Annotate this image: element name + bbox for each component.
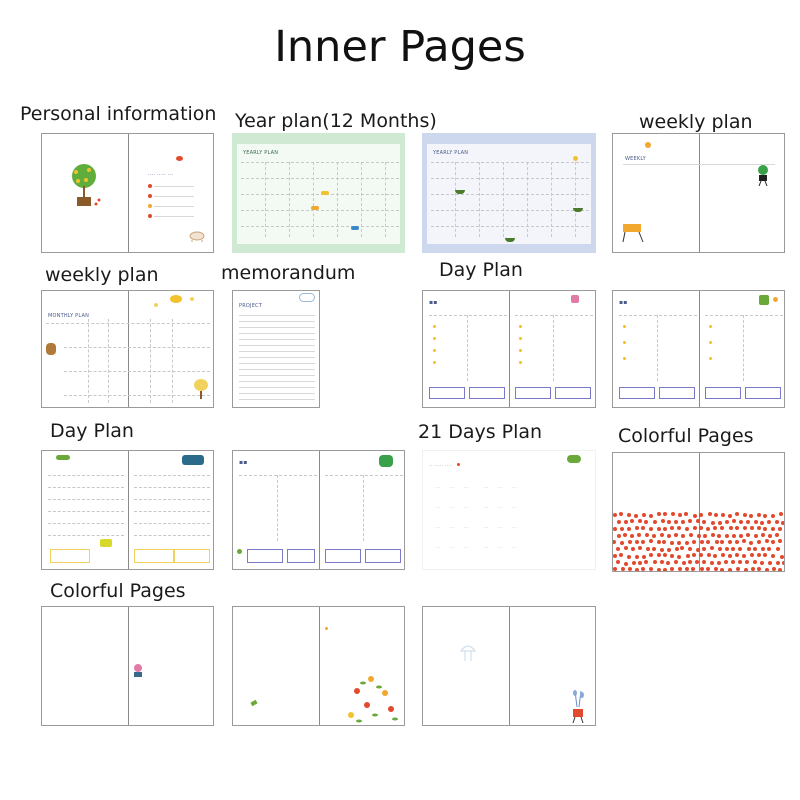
polka-dot <box>681 520 685 524</box>
polka-dot <box>761 547 765 551</box>
chair-icon <box>621 222 647 244</box>
polka-dot <box>670 526 674 530</box>
polka-dot <box>660 533 664 537</box>
polka-dot <box>702 520 706 524</box>
year-plan-spread-green <box>232 133 405 253</box>
polka-dot <box>713 526 717 530</box>
polka-dot <box>757 513 761 517</box>
polka-dot <box>685 527 689 531</box>
polka-dot <box>674 533 678 537</box>
polka-dot <box>619 512 623 516</box>
polka-dot <box>749 514 753 518</box>
polka-dot <box>663 553 667 557</box>
animal-icon <box>100 539 112 547</box>
polka-dot <box>634 514 638 518</box>
label-memorandum: memorandum <box>221 262 356 284</box>
polka-dot <box>692 540 696 544</box>
polka-dot <box>761 533 765 537</box>
weekly-plan-small-heading: WEEKLY <box>625 156 646 162</box>
polka-dot <box>657 568 661 572</box>
animal-icon <box>188 228 206 242</box>
polka-dot <box>744 568 748 572</box>
label-day-plan-1: Day Plan <box>439 259 523 281</box>
polka-dot <box>750 526 754 530</box>
polka-dot <box>732 519 736 523</box>
polka-dot <box>721 553 725 557</box>
polka-dot <box>616 560 620 564</box>
fish-icon <box>351 226 359 230</box>
polka-dot <box>771 540 775 544</box>
polka-dot <box>649 527 653 531</box>
polka-dot <box>778 527 782 531</box>
polka-dot <box>763 527 767 531</box>
polka-dot <box>718 521 722 525</box>
polka-dot <box>613 567 617 571</box>
polka-dot <box>635 568 639 572</box>
polka-dot <box>728 514 732 518</box>
polka-dot <box>776 561 780 565</box>
year-plan-spread-blue <box>422 133 596 253</box>
sun-icon <box>573 156 578 161</box>
polka-dot <box>684 512 688 516</box>
polka-dot <box>710 561 714 565</box>
polka-dot <box>699 513 703 517</box>
polka-dot <box>627 555 631 559</box>
polka-dot <box>649 514 653 518</box>
polka-dot <box>688 547 692 551</box>
polka-dot <box>725 547 729 551</box>
caterpillar-icon <box>56 455 70 460</box>
polka-dot <box>711 521 715 525</box>
polka-dot <box>670 567 674 571</box>
polka-dot <box>637 533 641 537</box>
polka-dot <box>728 540 732 544</box>
polka-dot <box>645 533 649 537</box>
polka-dot <box>746 520 750 524</box>
polka-dot <box>771 554 775 558</box>
polka-dot <box>691 567 695 571</box>
fish-icon <box>321 191 329 195</box>
label-colorful-pages-1: Colorful Pages <box>618 425 754 447</box>
polka-dot <box>754 534 758 538</box>
polka-dot <box>630 519 634 523</box>
polka-dot <box>682 561 686 565</box>
polka-dot <box>649 553 653 557</box>
polka-dot <box>675 547 679 551</box>
polka-dot <box>715 540 719 544</box>
leaf-icon <box>567 455 581 463</box>
polka-dot <box>725 520 729 524</box>
leaf-flower-cluster-icon <box>345 671 403 725</box>
polka-dot <box>660 560 664 564</box>
polka-dot <box>735 540 739 544</box>
polka-dot <box>635 526 639 530</box>
polka-dot <box>674 560 678 564</box>
polka-dot <box>689 533 693 537</box>
label-year-plan: Year plan(12 Months) <box>235 110 437 132</box>
polka-dot <box>631 547 635 551</box>
polka-dot <box>693 514 697 518</box>
polka-dot <box>750 553 754 557</box>
polka-dot <box>732 534 736 538</box>
polka-dot <box>663 527 667 531</box>
polka-dot <box>781 521 785 525</box>
polka-dot <box>725 534 729 538</box>
polka-dot <box>776 547 780 551</box>
bird-icon <box>182 455 204 465</box>
colorful-pages-polka-spread <box>612 452 785 572</box>
polka-dot <box>692 553 696 557</box>
cactus-icon <box>759 295 769 305</box>
polka-dot <box>738 547 742 551</box>
polka-dot <box>728 554 732 558</box>
polka-dot <box>703 534 707 538</box>
polka-dot <box>657 540 661 544</box>
polka-dot <box>735 526 739 530</box>
polka-dot <box>702 560 706 564</box>
polka-dot <box>746 533 750 537</box>
polka-dot <box>706 567 710 571</box>
polka-dot <box>757 540 761 544</box>
polka-dot <box>780 555 784 559</box>
owl-icon <box>46 343 56 355</box>
polka-dot <box>621 567 625 571</box>
flower-icon <box>571 295 579 303</box>
label-colorful-pages-2: Colorful Pages <box>50 580 186 602</box>
day-plan-spread-2: ▪▪ <box>612 290 785 408</box>
polka-dot <box>754 520 758 524</box>
polka-dot <box>677 541 681 545</box>
polka-dot <box>706 540 710 544</box>
jellyfish-icon <box>459 643 477 663</box>
polka-dot <box>649 567 653 571</box>
weekly-plan-spread-2 <box>41 290 214 408</box>
polka-dot <box>667 548 671 552</box>
polka-dot <box>663 568 667 572</box>
polka-dot <box>760 561 764 565</box>
polka-dot <box>699 553 703 557</box>
polka-dot <box>678 567 682 571</box>
polka-dot <box>685 541 689 545</box>
polka-dot <box>638 546 642 550</box>
polka-dot <box>617 520 621 524</box>
polka-dot <box>724 560 728 564</box>
polka-dot <box>745 560 749 564</box>
polka-dot <box>742 554 746 558</box>
polka-dot <box>757 526 761 530</box>
polka-dot <box>720 568 724 572</box>
polka-dot <box>711 533 715 537</box>
polka-dot <box>660 548 664 552</box>
polka-dot <box>677 526 681 530</box>
polka-dot <box>782 561 785 565</box>
polka-dot <box>632 561 636 565</box>
personal-info-heading: ···· ····· ··· <box>148 172 174 178</box>
polka-dot <box>613 527 617 531</box>
monthly-plan-heading: MONTHLY PLAN <box>48 313 90 319</box>
polka-dot <box>736 567 740 571</box>
polka-dot <box>751 567 755 571</box>
polka-dot <box>714 513 718 517</box>
polka-dot <box>778 568 782 572</box>
fish-icon <box>311 206 319 210</box>
polka-dot <box>697 534 701 538</box>
polka-dot <box>686 554 690 558</box>
day-plan-spread-3 <box>41 450 214 570</box>
polka-dot <box>627 527 631 531</box>
polka-dot <box>696 548 700 552</box>
polka-dot <box>767 547 771 551</box>
plant-icon <box>379 455 393 467</box>
page-title: Inner Pages <box>274 22 526 72</box>
label-weekly-plan-1: weekly plan <box>639 111 753 133</box>
polka-dot <box>763 514 767 518</box>
polka-dot <box>657 553 661 557</box>
weekly-plan-spread-1 <box>612 133 785 253</box>
polka-dot <box>699 526 703 530</box>
polka-dot <box>775 533 779 537</box>
polka-dot <box>641 540 645 544</box>
tree-icon <box>64 162 104 212</box>
polka-dot <box>649 539 653 543</box>
polka-dot <box>624 562 628 566</box>
label-weekly-plan-2: weekly plan <box>45 264 159 286</box>
polka-dot-pattern <box>613 511 785 572</box>
polka-dot <box>642 513 646 517</box>
polka-dot <box>628 540 632 544</box>
polka-dot <box>635 555 639 559</box>
polka-dot <box>693 526 697 530</box>
polka-dot <box>735 512 739 516</box>
polka-dot <box>743 526 747 530</box>
polka-dot <box>616 547 620 551</box>
flower-pot-icon <box>130 663 146 679</box>
polka-dot <box>619 553 623 557</box>
polka-dot <box>638 519 642 523</box>
polka-dot <box>620 527 624 531</box>
label-day-plan-2: Day Plan <box>50 420 134 442</box>
polka-dot <box>644 520 648 524</box>
colorful-pages-spread-3 <box>422 606 596 726</box>
polka-dot <box>657 512 661 516</box>
polka-dot <box>695 560 699 564</box>
polka-dot <box>728 568 732 572</box>
polka-dot <box>747 547 751 551</box>
polka-dot <box>768 561 772 565</box>
polka-dot <box>765 539 769 543</box>
polka-dot <box>642 555 646 559</box>
21-days-plan-spread: ·· ····· ···· ··· ··· ··· ··· ··· ··· ··· ··· ··· ··· ··· ··· ··· ··· ··· ··· ··· ··· ··· ··· ··· ··· ··· ··· <box>422 450 596 570</box>
polka-dot <box>757 567 761 571</box>
polka-dot <box>677 555 681 559</box>
polka-dot <box>624 546 628 550</box>
polka-dot <box>763 553 767 557</box>
yearly-plan-heading-1: YEARLY PLAN <box>243 150 279 156</box>
polka-dot <box>735 553 739 557</box>
polka-dot <box>688 560 692 564</box>
polka-dot <box>717 534 721 538</box>
polka-dot <box>771 514 775 518</box>
polka-dot <box>613 554 617 558</box>
polka-dot <box>630 534 634 538</box>
polka-dot <box>613 513 617 517</box>
polka-dot <box>652 534 656 538</box>
day-plan-spread-4: ▪▪ <box>232 450 405 570</box>
polka-dot <box>772 567 776 571</box>
polka-dot <box>635 540 639 544</box>
label-21-days-plan: 21 Days Plan <box>418 421 543 443</box>
polka-dot <box>757 553 761 557</box>
polka-dot <box>671 512 675 516</box>
polka-dot <box>667 520 671 524</box>
polka-dot <box>718 547 722 551</box>
polka-dot <box>753 547 757 551</box>
polka-dot <box>749 541 753 545</box>
polka-dot <box>627 513 631 517</box>
polka-dot <box>644 560 648 564</box>
yearly-plan-heading-2: YEARLY PLAN <box>433 150 469 156</box>
polka-dot <box>714 567 718 571</box>
polka-dot <box>662 540 666 544</box>
polka-dot <box>670 541 674 545</box>
polka-dot <box>720 526 724 530</box>
polka-dot <box>612 540 616 544</box>
polka-dot <box>667 534 671 538</box>
polka-dot <box>717 561 721 565</box>
polka-dot <box>685 567 689 571</box>
polka-dot <box>688 519 692 523</box>
polka-dot <box>768 534 772 538</box>
polka-dot <box>706 527 710 531</box>
polka-dot <box>646 547 650 551</box>
polka-dot <box>765 568 769 572</box>
polka-dot <box>708 512 712 516</box>
polka-dot <box>628 567 632 571</box>
polka-dot <box>678 513 682 517</box>
tree-icon <box>194 379 208 399</box>
polka-dot <box>775 520 779 524</box>
polka-dot <box>700 567 704 571</box>
polka-dot <box>670 554 674 558</box>
polka-dot <box>710 546 714 550</box>
polka-dot <box>657 527 661 531</box>
polka-dot <box>720 540 724 544</box>
polka-dot <box>731 547 735 551</box>
cloud-icon <box>299 293 315 302</box>
polka-dot <box>739 534 743 538</box>
sun-icon <box>645 142 651 148</box>
polka-dot <box>653 560 657 564</box>
day-plan-spread-1: ▪▪ <box>422 290 596 408</box>
polka-dot <box>729 526 733 530</box>
21-days-heading: ·· ····· ···· <box>429 463 453 469</box>
polka-dot <box>681 534 685 538</box>
polka-dot <box>743 513 747 517</box>
polka-dot <box>753 560 757 564</box>
polka-dot <box>617 534 621 538</box>
polka-dot <box>721 513 725 517</box>
polka-dot <box>641 526 645 530</box>
polka-dot <box>771 527 775 531</box>
polka-dot <box>739 520 743 524</box>
polka-dot <box>641 567 645 571</box>
heart-icon <box>176 156 183 161</box>
polka-dot <box>700 540 704 544</box>
polka-dot <box>696 519 700 523</box>
polka-dot <box>707 553 711 557</box>
label-personal-information: Personal information <box>20 103 217 125</box>
polka-dot <box>779 512 783 516</box>
plant-pot-icon <box>567 689 591 723</box>
colorful-pages-spread-1 <box>41 606 214 726</box>
polka-dot <box>778 539 782 543</box>
polka-dot <box>760 521 764 525</box>
polka-dot <box>674 520 678 524</box>
polka-dot <box>638 561 642 565</box>
polka-dot <box>623 533 627 537</box>
polka-dot <box>652 547 656 551</box>
polka-dot <box>620 541 624 545</box>
polka-dot <box>680 546 684 550</box>
polka-dot <box>731 560 735 564</box>
polka-dot <box>738 560 742 564</box>
polka-dot <box>663 512 667 516</box>
polka-dot <box>767 520 771 524</box>
polka-dot <box>666 561 670 565</box>
colorful-pages-spread-2 <box>232 606 405 726</box>
polka-dot <box>661 519 665 523</box>
polka-dot <box>653 520 657 524</box>
memorandum-spread <box>232 290 320 408</box>
moon-icon <box>170 295 182 303</box>
polka-dot <box>713 554 717 558</box>
polka-dot <box>624 520 628 524</box>
leaf-icon <box>250 700 257 706</box>
personal-information-spread <box>41 133 214 253</box>
polka-dot <box>742 539 746 543</box>
plant-pot-icon <box>753 164 773 186</box>
memo-heading: PROJECT <box>239 303 263 309</box>
polka-dot <box>702 547 706 551</box>
